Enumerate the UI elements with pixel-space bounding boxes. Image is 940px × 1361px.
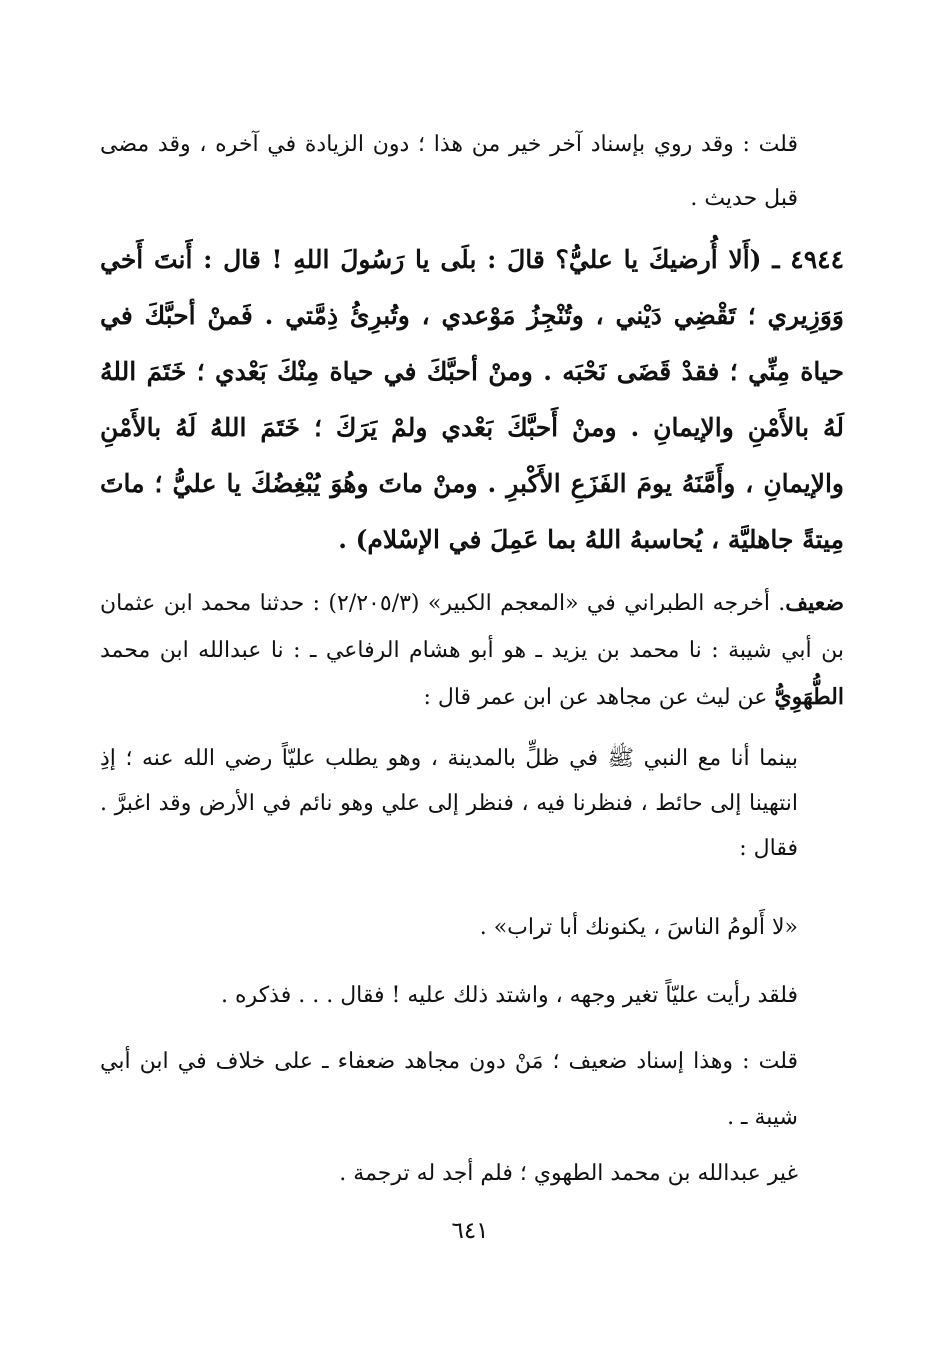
takhrij-paragraph: [100, 580, 844, 721]
intro-text: قلت : وقد روي بإسناد آخر خير من هذا ؛ دون الزيادة في آخره ، وقد مضى قبل حديث .: [100, 132, 798, 211]
story-text: بينما أنا مع النبي ﷺ في ظلٍّ بالمدينة ، وهو يطلب عليّاً رضي الله عنه ؛ إذِ انتهينا إلى حائط ، فنظرنا فيه ، فنظر إلى علي وهو نائم في الأرض وقد اغبرَّ . فقال :: [100, 746, 798, 861]
note-paragraph: [100, 1152, 844, 1196]
intro-paragraph: [100, 118, 844, 226]
page-number: ٦٤١: [451, 1218, 489, 1244]
quote-paragraph: [100, 906, 844, 950]
takhrij-text-2: عن ليث عن مجاهد عن ابن عمر قال :: [423, 685, 775, 710]
reaction-paragraph: [100, 974, 844, 1018]
note-text: غير عبدالله بن محمد الطهوي ؛ فلم أجد له ترجمة .: [339, 1161, 798, 1186]
hadith-grade: ضعيف: [785, 590, 845, 616]
comment-text: قلت : وهذا إسناد ضعيف ؛ مَنْ دون مجاهد ضعفاء ـ على خلاف في ابن أبي شيبة ـ .: [100, 1049, 798, 1130]
hadith-text: ٤٩٤٤ ـ (أَلا أُرضيكَ يا عليُّ؟ قالَ : بلَى يا رَسُولَ اللهِ ! قال : أَنتَ أَخي وَوَزِيري ؛ تَقْضِي دَيْني ، وتُنْجِزُ مَوْعدي ، وتُبرِئُ ذِمَّتي . فَمنْ أحبَّكَ في حياة مِنِّي ؛ فقدْ قَضَى نَحْبَه . ومنْ أحبَّكَ في حياة مِنْكَ بَعْدي ؛ خَتَمَ اللهُ لَهُ بالأَمْنِ والإيمانِ . ومنْ أَحبَّكَ بَعْدي ولمْ يَرَكَ ؛ خَتَمَ اللهُ لَهُ بالأَمْنِ والإيمانِ ، وأَمَّنَهُ يومَ الفَزَعِ الأَكْبرِ . ومنْ ماتَ وهُوَ يُبْغِضُكَ يا عليُّ ؛ ماتَ مِيتةً جاهليَّة ، يُحاسبهُ اللهُ بما عَمِلَ في الإسْلام) .: [100, 245, 844, 554]
takhrij-text-1: . أخرجه الطبراني في «المعجم الكبير» (٢/٢٠٥/٣) : حدثنا محمد ابن عثمان بن أبي شيبة : نا محمد بن يزيد ـ هو أبو هشام الرفاعي ـ : نا عبدالله ابن محمد: [100, 591, 844, 663]
comment-paragraph: [100, 1034, 844, 1146]
story-paragraph: [100, 736, 844, 871]
quote-text: «لا أَلومُ الناسَ ، يكنونك أبا تراب» .: [479, 915, 798, 940]
reaction-text: فلقد رأيت عليّاً تغير وجهه ، واشتد ذلك عليه ! فقال . . . فذكره .: [221, 983, 798, 1008]
narrator-name: الطُّهَوِيُّ: [774, 684, 844, 710]
